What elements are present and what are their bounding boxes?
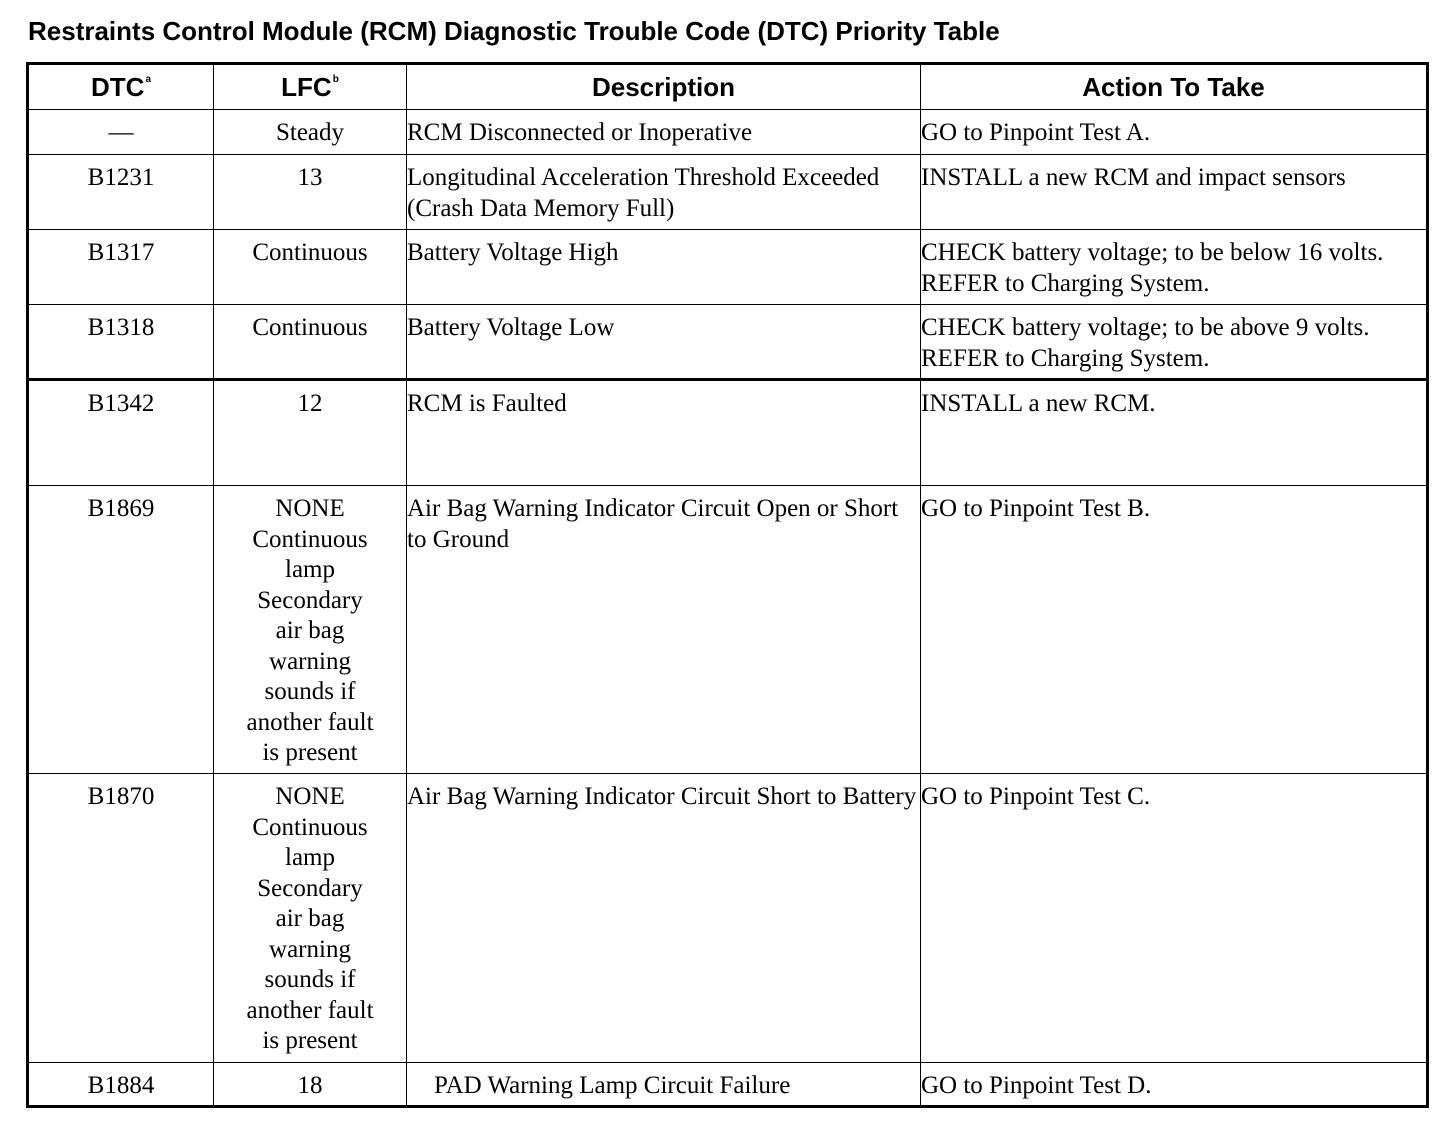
table-row (28, 1063, 1428, 1107)
action-cell: GO to Pinpoint Test A. (921, 110, 1428, 155)
lfc-line: another fault (246, 708, 374, 736)
table-row (28, 230, 1428, 305)
lfc-line: air bag (275, 905, 345, 932)
description-cell: Battery Voltage High (407, 230, 921, 305)
action-cell: GO to Pinpoint Test C. (921, 774, 1428, 1063)
lfc-line: warning (269, 935, 351, 963)
lfc-line: NONE (275, 783, 345, 810)
description-cell: Battery Voltage Low (407, 305, 921, 380)
lfc-line: another fault (246, 996, 374, 1024)
action-cell: GO to Pinpoint Test B. (921, 486, 1428, 774)
dtc-cell: — (28, 110, 214, 155)
lfc-line: NONE (275, 495, 345, 522)
description-cell: RCM Disconnected or Inoperative (407, 110, 921, 155)
table-row (28, 110, 1428, 155)
lfc-cell (214, 486, 407, 774)
lfc-cell: 18 (214, 1063, 407, 1107)
header-dtc (28, 64, 214, 110)
description-cell: Air Bag Warning Indicator Circuit Short to Battery (407, 774, 921, 1063)
dtc-cell: B1317 (28, 230, 214, 305)
lfc-line: sounds if (264, 966, 356, 993)
header-action: Action To Take (921, 64, 1428, 110)
dtc-cell: B1870 (28, 774, 214, 1063)
table-header-row (28, 64, 1428, 110)
table-row (28, 774, 1428, 1063)
lfc-cell: Steady (214, 110, 407, 155)
lfc-line: warning (269, 647, 351, 675)
lfc-cell: Continuous (214, 230, 407, 305)
header-dtc-footnote: a (145, 73, 151, 85)
action-cell: GO to Pinpoint Test D. (921, 1063, 1428, 1107)
action-cell: CHECK battery voltage; to be above 9 volts. REFER to Charging System. (921, 305, 1428, 380)
table-row (28, 155, 1428, 230)
header-lfc-label: LFC (281, 71, 332, 102)
dtc-cell: B1342 (28, 380, 214, 486)
table-row (28, 380, 1428, 486)
header-lfc-footnote: b (332, 73, 339, 85)
lfc-line: lamp (285, 844, 335, 871)
action-cell: INSTALL a new RCM. (921, 380, 1428, 486)
lfc-line: air bag (275, 617, 345, 644)
lfc-cell (214, 774, 407, 1063)
dtc-cell: B1318 (28, 305, 214, 380)
description-cell: Air Bag Warning Indicator Circuit Open or Short to Ground (407, 486, 921, 774)
lfc-cell: 12 (214, 380, 407, 486)
lfc-line: is present (262, 739, 358, 766)
table-row (28, 305, 1428, 380)
dtc-cell: B1869 (28, 486, 214, 774)
dtc-priority-table (26, 62, 1429, 1108)
page-title: Restraints Control Module (RCM) Diagnostic Trouble Code (DTC) Priority Table (28, 16, 1000, 46)
lfc-cell: Continuous (214, 305, 407, 380)
description-cell: PAD Warning Lamp Circuit Failure (407, 1063, 921, 1107)
description-cell: Longitudinal Acceleration Threshold Exceeded (Crash Data Memory Full) (407, 155, 921, 230)
header-lfc (214, 64, 407, 110)
action-cell: CHECK battery voltage; to be below 16 volts. REFER to Charging System. (921, 230, 1428, 305)
action-cell: INSTALL a new RCM and impact sensors (921, 155, 1428, 230)
table-row (28, 486, 1428, 774)
lfc-line: Secondary (257, 586, 363, 614)
lfc-line: Continuous (252, 525, 368, 553)
lfc-line: lamp (285, 556, 335, 583)
lfc-cell: 13 (214, 155, 407, 230)
lfc-line: is present (262, 1027, 358, 1054)
dtc-cell: B1884 (28, 1063, 214, 1107)
lfc-line: sounds if (264, 678, 356, 705)
description-cell: RCM is Faulted (407, 380, 921, 486)
header-description: Description (407, 64, 921, 110)
lfc-line: Continuous (252, 813, 368, 841)
dtc-cell: B1231 (28, 155, 214, 230)
header-dtc-label: DTC (91, 71, 145, 102)
lfc-line: Secondary (257, 874, 363, 902)
